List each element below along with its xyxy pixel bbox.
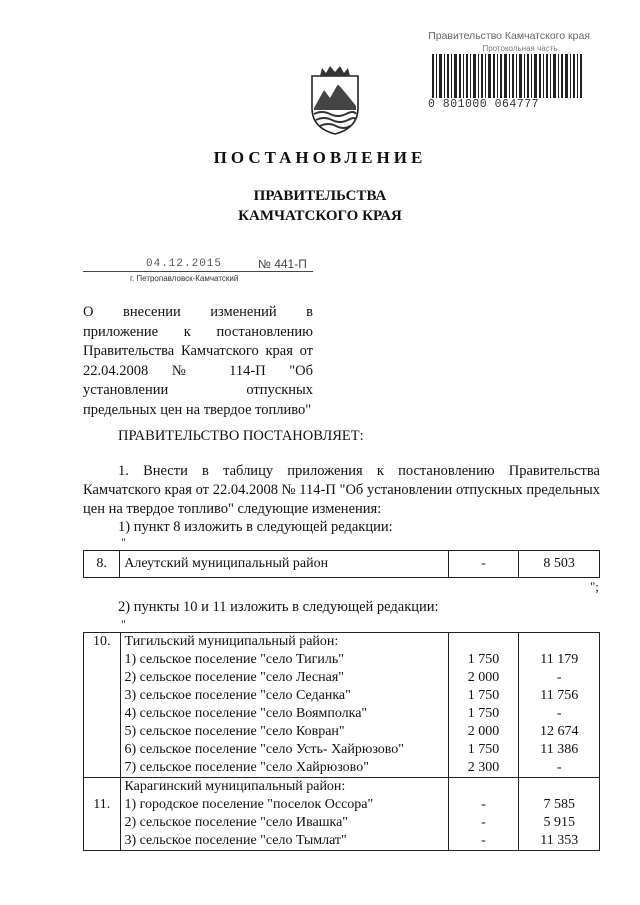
row-value-a: 1 750 bbox=[448, 687, 519, 705]
row-name: 3) сельское поселение "село Седанка" bbox=[120, 687, 448, 705]
row-name: 6) сельское поселение "село Усть- Хайрюзово" bbox=[120, 741, 448, 759]
barcode-number: 0 801000 064777 bbox=[428, 98, 540, 111]
table-row bbox=[84, 669, 600, 687]
row-name: 5) сельское поселение "село Ковран" bbox=[120, 723, 448, 741]
row-value-a: 1 750 bbox=[448, 651, 519, 669]
row-name: 2) сельское поселение "село Ивашка" bbox=[120, 814, 448, 832]
row-value-a: - bbox=[448, 796, 519, 814]
table-row bbox=[84, 814, 600, 832]
row-value-a: 2 000 bbox=[448, 723, 519, 741]
table-row bbox=[84, 633, 600, 652]
row-value-a: 2 300 bbox=[448, 759, 519, 778]
row-number: 8. bbox=[84, 551, 120, 578]
row-value-b: 12 674 bbox=[519, 723, 600, 741]
decree-heading: ПРАВИТЕЛЬСТВО ПОСТАНОВЛЯЕТ: bbox=[118, 428, 364, 444]
paragraph-1-item-2: 2) пункты 10 и 11 изложить в следующей редакции: bbox=[118, 599, 439, 615]
row-value-b: - bbox=[519, 669, 600, 687]
row-name: 7) сельское поселение "село Хайрюзово" bbox=[120, 759, 448, 778]
row-value-b: 5 915 bbox=[519, 814, 600, 832]
table-row bbox=[84, 741, 600, 759]
paragraph-1: 1. Внести в таблицу приложения к постановлению Правительства Камчатского края от 22.04.2008 № 114-П "Об установлении отпускных предельных цен на твердое топливо" следующие изменения: bbox=[83, 463, 600, 517]
table-row bbox=[84, 759, 600, 778]
row-value-b: 11 386 bbox=[519, 741, 600, 759]
row-value-a: 1 750 bbox=[448, 741, 519, 759]
group-number: 10. bbox=[84, 633, 121, 652]
row-value-b: 7 585 bbox=[519, 796, 600, 814]
document-type-title: ПОСТАНОВЛЕНИЕ bbox=[213, 148, 427, 167]
row-value-a: 1 750 bbox=[448, 705, 519, 723]
row-value-a: - bbox=[448, 814, 519, 832]
issuer-line-2: КАМЧАТСКОГО КРАЯ bbox=[238, 208, 402, 224]
table-point-8 bbox=[83, 550, 600, 578]
row-name: 4) сельское поселение "село Воямполка" bbox=[120, 705, 448, 723]
issuer-block bbox=[0, 186, 640, 226]
table-row bbox=[84, 723, 600, 741]
row-value-b: 11 353 bbox=[519, 832, 600, 851]
barcode bbox=[432, 54, 582, 98]
paragraph-1-item-1: 1) пункт 8 изложить в следующей редакции: bbox=[118, 519, 393, 535]
group-title: Карагинский муниципальный район: bbox=[120, 778, 448, 797]
stamp-subdivision: Протокольная часть bbox=[482, 44, 558, 53]
coat-of-arms-icon bbox=[308, 62, 362, 136]
row-name: 1) городское поселение "поселок Оссора" bbox=[120, 796, 448, 814]
table-row bbox=[84, 778, 600, 797]
table-row bbox=[84, 705, 600, 723]
stamp-organization: Правительство Камчатского края bbox=[428, 30, 590, 42]
row-value-b: 11 756 bbox=[519, 687, 600, 705]
table-row bbox=[84, 796, 600, 814]
row-name: 3) сельское поселение "село Тымлат" bbox=[120, 832, 448, 851]
quote-close-1: "; bbox=[590, 579, 599, 594]
row-name: 2) сельское поселение "село Лесная" bbox=[120, 669, 448, 687]
table-row bbox=[84, 651, 600, 669]
group-number: 11. bbox=[84, 796, 121, 814]
quote-open-2: " bbox=[121, 617, 126, 631]
row-value-b: 8 503 bbox=[519, 551, 600, 578]
row-value-a: - bbox=[448, 832, 519, 851]
row-value-b: - bbox=[519, 759, 600, 778]
table-points-10-11 bbox=[83, 632, 600, 851]
row-value-a: - bbox=[448, 551, 518, 578]
date-number-underline bbox=[83, 271, 313, 272]
document-number: № 441-П bbox=[258, 257, 307, 271]
document-subject: О внесении изменений в приложение к постановлению Правительства Камчатского края от 22.04.2008 № 114-П "Об установлении отпускных предельных цен на твердое топливо" bbox=[83, 304, 313, 418]
document-city: г. Петропавловск-Камчатский bbox=[130, 274, 239, 283]
row-value-b: 11 179 bbox=[519, 651, 600, 669]
row-value-b: - bbox=[519, 705, 600, 723]
group-title: Тигильский муниципальный район: bbox=[120, 633, 448, 652]
row-name: 1) сельское поселение "село Тигиль" bbox=[120, 651, 448, 669]
issuer-line-1: ПРАВИТЕЛЬСТВА bbox=[253, 188, 387, 204]
table-row bbox=[84, 551, 600, 578]
table-row bbox=[84, 687, 600, 705]
document-date: 04.12.2015 bbox=[146, 258, 223, 270]
row-name: Алеутский муниципальный район bbox=[120, 551, 449, 578]
row-value-a: 2 000 bbox=[448, 669, 519, 687]
table-row bbox=[84, 832, 600, 851]
quote-open-1: " bbox=[121, 535, 126, 549]
